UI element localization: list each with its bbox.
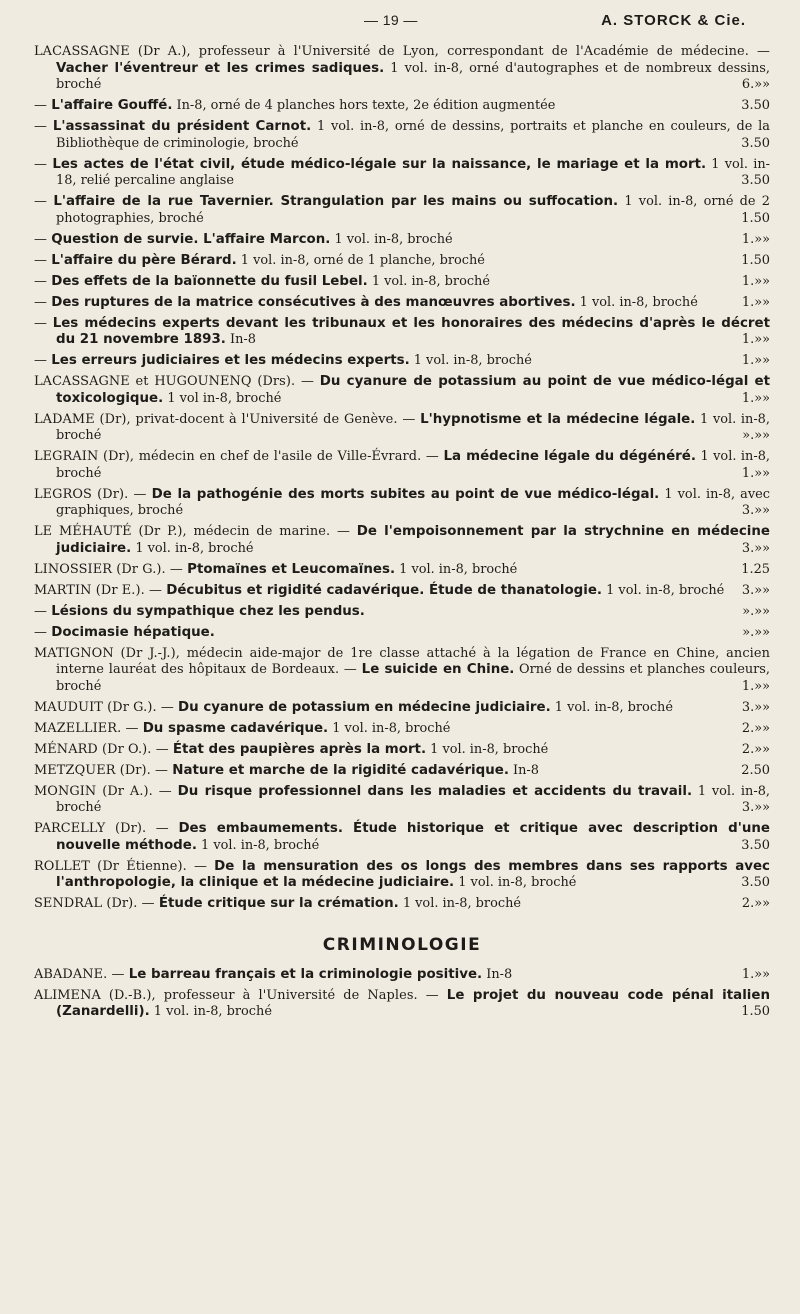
entry-description: 1 vol. in-8, orné de 2 photographies, broché — [56, 194, 770, 226]
entry-description: 1 vol. in-8, broché — [409, 353, 532, 368]
entry-price: 3.50 — [741, 98, 770, 113]
entry-title: Du spasme cadavérique. — [142, 720, 329, 736]
entry-description: 1 vol. in-8, broché — [56, 783, 771, 815]
entry-price: ».»» — [742, 624, 770, 640]
entry-title: Vacher l'éventreur et les crimes sadiques. — [56, 60, 385, 76]
entry-title: Des effets de la baïonnette du fusil Lebel. — [51, 273, 368, 289]
entry-price: 2.»» — [741, 896, 770, 911]
entry-description: 1 vol. in-8, orné de 1 planche, broché — [236, 252, 485, 268]
entry-description: 1 vol. in-8, broché — [149, 1004, 272, 1019]
entry-price: 1.»» — [741, 465, 770, 481]
entry-title: Les médecins experts devant les tribunaux et les honoraires des médecins d'après le décret du 21 novembre 1893. — [52, 315, 770, 347]
catalog-entry — [34, 821, 770, 854]
entry-description: 1 vol. in-8, broché — [426, 741, 549, 757]
entry-price: 2.»» — [741, 741, 770, 757]
entry-title: Le suicide en Chine. — [361, 662, 515, 677]
entry-author: MARTIN (Dr E.). — — [34, 582, 167, 598]
entry-author: MÉNARD (Dr O.). — — [34, 741, 173, 757]
catalog-entry — [34, 374, 770, 407]
entry-title: Question de survie. L'affaire Marcon. — [51, 231, 331, 247]
entry-description: 1 vol. in-8, broché — [602, 582, 725, 598]
entry-title: De la pathogénie des morts subites au point de vue médico-légal. — [151, 486, 660, 502]
entry-price: 3.50 — [741, 135, 770, 151]
entry-price: 3.»» — [741, 582, 770, 598]
catalog-entry — [34, 119, 770, 152]
catalog-entry — [34, 784, 770, 817]
catalog-entry — [34, 859, 770, 892]
catalog-entry — [34, 604, 770, 621]
catalog-entry — [34, 700, 770, 717]
entry-author: — — [34, 194, 54, 209]
entry-description: In-8, orné de 4 planches hors texte, 2e édition augmentée — [172, 98, 556, 113]
entry-title: L'hypnotisme et la médecine légale. — [420, 411, 696, 427]
catalog-entry — [34, 763, 770, 780]
entry-title: Lésions du sympathique chez les pendus. — [51, 603, 365, 619]
entry-description: In-8 — [225, 332, 256, 347]
entry-price: 3.50 — [741, 837, 770, 853]
entry-price: 1.»» — [741, 332, 770, 347]
entry-description: In-8 — [508, 762, 539, 778]
publisher-name: A. STORCK & Cie. — [601, 12, 746, 29]
entry-description: 1 vol. in-18, relié percaline anglaise — [56, 156, 770, 188]
entry-title: Des ruptures de la matrice consécutives à des manœuvres abortives. — [51, 294, 576, 310]
entry-price: 1.25 — [741, 561, 770, 577]
entry-title: Du cyanure de potassium en médecine judiciaire. — [178, 699, 551, 715]
entry-description: 1 vol. in-8, broché — [131, 540, 254, 556]
entry-author: LINOSSIER (Dr G.). — — [34, 561, 188, 577]
entry-title: Étude critique sur la crémation. — [158, 896, 399, 911]
entry-price: 3.»» — [741, 699, 770, 715]
entry-description: Orné de dessins et planches couleurs, broché — [56, 662, 771, 694]
entry-author: LACASSAGNE et HUGOUNENQ (Drs). — — [34, 374, 320, 389]
entry-title: Les erreurs judiciaires et les médecins experts. — [51, 353, 410, 368]
entry-author: MATIGNON (Dr J.-J.), médecin aide-major de 1re classe attaché à la légation de France en Chine, ancien interne lauréat des hôpitaux de Bordeaux. — — [34, 645, 770, 677]
entry-author: MAUDUIT (Dr G.). — — [34, 699, 179, 715]
catalog-entry — [34, 194, 770, 227]
entry-list — [34, 44, 770, 913]
catalog-entry — [34, 274, 770, 291]
entry-title: Nature et marche de la rigidité cadavérique. — [172, 762, 509, 778]
entry-author: LEGROS (Dr). — — [34, 486, 152, 502]
catalog-entry — [34, 896, 770, 913]
entry-description: In-8 — [482, 966, 513, 982]
catalog-entry — [34, 44, 770, 94]
entry-author: — — [34, 353, 52, 368]
entry-description: 1 vol. in-8, broché — [56, 411, 770, 443]
entry-description: 1 vol. in-8, broché — [367, 273, 490, 289]
entry-description: 1 vol. in-8, broché — [454, 875, 577, 890]
catalog-entry — [34, 562, 770, 579]
entry-title: Le barreau français et la criminologie positive. — [128, 966, 483, 982]
catalog-entry — [34, 524, 770, 557]
entry-author: SENDRAL (Dr). — — [34, 896, 159, 911]
entry-title: Du cyanure de potassium au point de vue médico-légal et toxicologique. — [56, 374, 770, 406]
entry-title: L'assassinat du président Carnot. — [52, 119, 312, 134]
entry-price: 1.50 — [741, 252, 770, 268]
page-number: — 19 — — [364, 12, 418, 28]
catalog-entry — [34, 295, 770, 312]
entry-description: 1 vol. in-8, orné d'autographes et de nombreux dessins, broché — [56, 60, 770, 92]
entry-author: PARCELLY (Dr). — — [34, 821, 179, 836]
entry-description: 1 vol. in-8, broché — [395, 561, 518, 577]
entry-price: 1.»» — [741, 390, 770, 406]
entry-description: 1 vol. in-8, broché — [550, 699, 673, 715]
entry-price: 3.50 — [741, 875, 770, 890]
entry-title: L'affaire du père Bérard. — [51, 252, 237, 268]
catalog-entry — [34, 449, 770, 482]
entry-author: METZQUER (Dr). — — [34, 762, 173, 778]
entry-title: Du risque professionnel dans les maladies et accidents du travail. — [177, 783, 693, 799]
entry-price: 1.»» — [741, 273, 770, 289]
entry-author: ABADANE. — — [34, 966, 129, 982]
entry-author: MAZELLIER. — — [34, 720, 143, 736]
entry-description: 1 vol in-8, broché — [163, 390, 282, 406]
entry-author: LADAME (Dr), privat-docent à l'Université de Genève. — — [34, 411, 421, 427]
catalog-entry — [34, 487, 770, 520]
entry-description: 1 vol. in-8, broché — [196, 837, 320, 853]
entry-author: — — [34, 624, 52, 640]
entry-price: ».»» — [742, 603, 770, 619]
entry-author: LE MÉHAUTÉ (Dr P.), médecin de marine. — — [34, 524, 357, 539]
catalog-entry — [34, 742, 770, 759]
catalog-entry — [34, 646, 770, 696]
catalog-entry — [34, 412, 770, 445]
entry-title: De la mensuration des os longs des membres dans ses rapports avec l'anthropologie, la clinique et la médecine judiciaire. — [56, 858, 770, 890]
catalog-entry — [34, 157, 770, 190]
entry-description: 1 vol. in-8, broché — [398, 896, 522, 911]
entry-author: — — [34, 156, 53, 172]
entry-description: 1 vol. in-8, broché — [328, 720, 451, 736]
entry-title: Des embaumements. Étude historique et critique avec description d'une nouvelle méthode. — [56, 821, 770, 853]
entry-price: 3.50 — [741, 173, 770, 188]
entry-price: 1.»» — [741, 966, 770, 982]
entry-description: 1 vol. in-8, orné de dessins, portraits et planche en couleurs, de la Bibliothèque de criminologie, broché — [56, 119, 770, 151]
entry-author: ALIMENA (D.-B.), professeur à l'Université de Naples. — — [34, 987, 447, 1003]
entry-description: 1 vol. in-8, broché — [575, 294, 698, 310]
entry-author: — — [34, 252, 52, 268]
page-header — [34, 8, 770, 38]
entry-title: État des paupières après la mort. — [172, 741, 427, 757]
catalog-entry — [34, 253, 770, 270]
entry-title: L'affaire Gouffé. — [51, 98, 173, 113]
section-title: CRIMINOLOGIE — [322, 934, 482, 955]
entry-price: 3.»» — [741, 503, 770, 518]
entry-price: 3.»» — [741, 540, 770, 556]
entry-title: Docimasie hépatique. — [51, 624, 215, 640]
entry-title: Le projet du nouveau code pénal italien (Zanardelli). — [56, 987, 770, 1019]
catalog-entry — [34, 353, 770, 370]
entry-description: 1 vol. in-8, avec graphiques, broché — [56, 486, 770, 518]
entry-title: Les actes de l'état civil, étude médico-légale sur la naissance, le mariage et la mort. — [52, 156, 707, 172]
catalog-entry — [34, 721, 770, 738]
catalog-entry — [34, 967, 770, 984]
entry-title: Ptomaïnes et Leucomaïnes. — [187, 561, 396, 577]
catalog-entry — [34, 316, 770, 349]
entry-price: ».»» — [742, 428, 770, 443]
entry-price: 1.»» — [741, 678, 770, 694]
entry-title: L'affaire de la rue Tavernier. Strangulation par les mains ou suffocation. — [53, 194, 619, 209]
entry-author: — — [34, 294, 52, 310]
entry-title: La médecine légale du dégénéré. — [443, 449, 696, 464]
criminologie-entry-list — [34, 967, 770, 1021]
catalog-entry — [34, 625, 770, 642]
entry-author: LEGRAIN (Dr), médecin en chef de l'asile de Ville-Évrard. — — [34, 449, 444, 464]
catalog-entry — [34, 988, 770, 1021]
entry-price: 1.»» — [741, 294, 770, 310]
entry-author: — — [34, 603, 52, 619]
catalog-entry — [34, 232, 770, 249]
entry-price: 2.»» — [741, 720, 770, 736]
entry-price: 2.50 — [741, 762, 770, 778]
entry-title: Décubitus et rigidité cadavérique. Étude de thanatologie. — [166, 582, 603, 598]
entry-author: — — [34, 273, 52, 289]
entry-author: — — [34, 98, 52, 113]
entry-title: De l'empoisonnement par la strychnine en médecine judiciaire. — [56, 524, 771, 556]
entry-price: 6.»» — [741, 77, 770, 92]
entry-price: 1.50 — [741, 210, 770, 226]
entry-description: 1 vol. in-8, broché — [56, 449, 770, 481]
catalog-entry — [34, 98, 770, 115]
entry-author: — — [34, 231, 52, 247]
entry-author: — — [34, 315, 53, 331]
entry-description: 1 vol. in-8, broché — [330, 231, 453, 247]
entry-price: 1.»» — [741, 231, 770, 247]
entry-author: ROLLET (Dr Étienne). — — [34, 858, 215, 874]
entry-price: 1.»» — [741, 353, 770, 368]
entry-author: LACASSAGNE (Dr A.), professeur à l'Université de Lyon, correspondant de l'Académie de médecine. — — [34, 44, 770, 59]
entry-price: 1.50 — [741, 1004, 770, 1019]
entry-price: 3.»» — [741, 800, 770, 815]
catalog-entry — [34, 583, 770, 600]
entry-author: MONGIN (Dr A.). — — [34, 783, 178, 799]
entry-author: — — [34, 119, 53, 134]
